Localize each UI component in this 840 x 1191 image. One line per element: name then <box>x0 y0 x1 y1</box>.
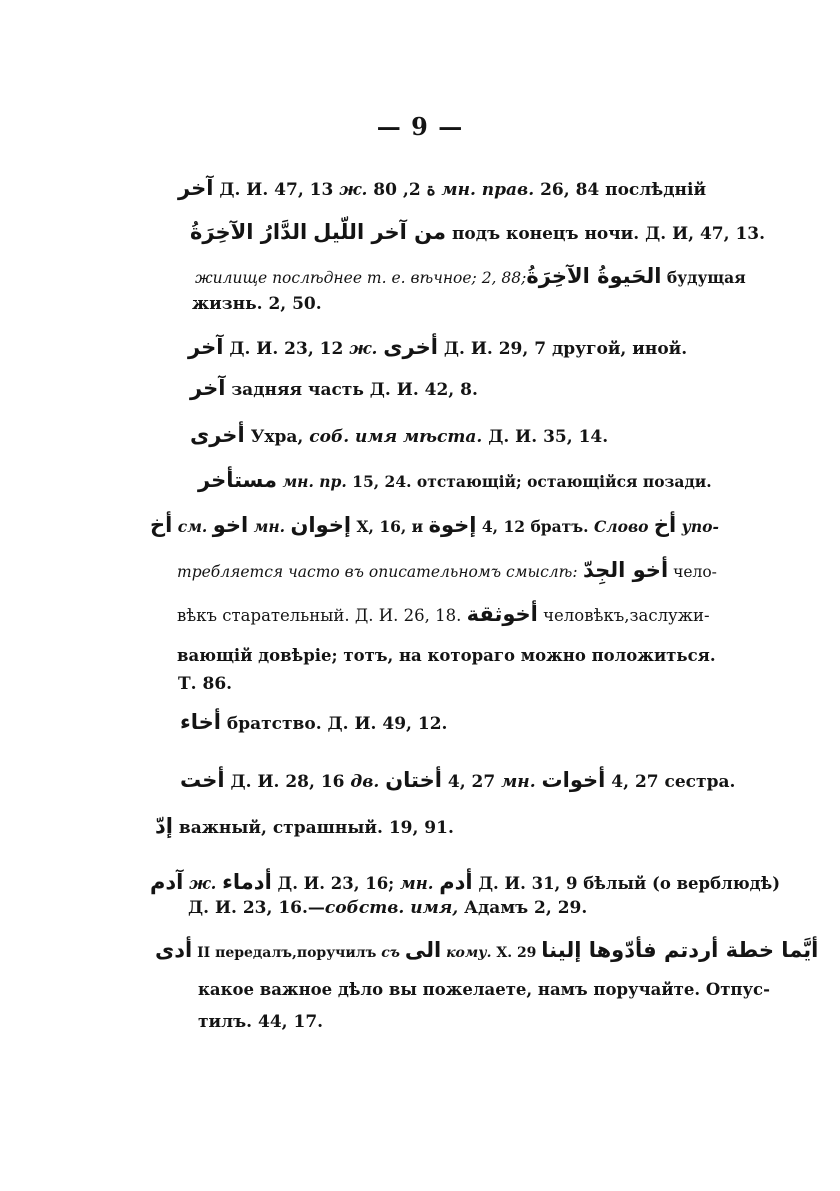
entry-line <box>178 676 232 693</box>
entry-line <box>192 296 322 313</box>
arabic-headword: أخرى <box>190 423 245 447</box>
italic-abbreviation: съ <box>381 945 400 961</box>
arabic-headword: إخوان <box>290 513 352 537</box>
entry-text: подъ конецъ ночи. Д. И, 47, 13. <box>446 224 766 244</box>
arabic-headword: الحَيوةُ الآخِرَةُ <box>526 264 662 288</box>
arabic-headword: أخاء <box>180 710 221 734</box>
italic-abbreviation: мн. <box>253 517 286 536</box>
arabic-headword: أخوات <box>541 768 606 792</box>
italic-abbreviation: собств. имя, <box>324 898 459 918</box>
entry-line <box>155 816 454 837</box>
entry-text: Т. 86. <box>178 674 233 694</box>
arabic-headword: أدى <box>155 938 193 962</box>
entry-line <box>190 222 765 243</box>
arabic-headword: أخت <box>180 768 225 792</box>
arabic-headword: أخ <box>150 513 173 537</box>
italic-abbreviation: ж. <box>349 339 378 359</box>
entry-text: Д. И. 28, 16 <box>224 772 351 792</box>
entry-text: Ухра, <box>244 427 310 447</box>
italic-abbreviation: ж. <box>339 180 368 200</box>
entry-text: важный, страшный. 19, 91. <box>172 818 454 838</box>
entry-text: тилъ. 44, 17. <box>198 1012 324 1032</box>
arabic-headword: الدَّارُ الآخِرَةُ <box>190 220 308 244</box>
arabic-headword: أخرى <box>383 335 438 359</box>
entry-line <box>178 178 706 199</box>
arabic-headword: أختان <box>385 768 442 792</box>
italic-abbreviation: упо- <box>676 517 719 536</box>
entry-text: II передалъ,поручилъ <box>192 945 382 961</box>
italic-abbreviation: требляется часто въ описательномъ смыслѣ: <box>177 563 578 581</box>
italic-abbreviation: соб. имя мѣста. <box>309 427 483 447</box>
arabic-headword: آدم <box>150 870 184 894</box>
entry-text: ة 2, 80 <box>367 180 442 200</box>
arabic-headword: إخوة <box>428 513 477 537</box>
entry-line <box>150 515 719 536</box>
arabic-headword: آخر <box>188 335 224 359</box>
entry-text: Д. И. 31, 9 бѣлый (о верблюдѣ) <box>472 874 781 893</box>
entry-line <box>198 1014 323 1031</box>
entry-line <box>198 470 712 491</box>
entry-text: 4, 12 братъ. <box>476 517 594 536</box>
italic-abbreviation: мн. прав. <box>441 180 535 200</box>
arabic-headword: أخ <box>653 513 677 537</box>
arabic-headword: آخر <box>190 376 226 400</box>
arabic-headword: أخو الجِدّ <box>582 558 669 582</box>
entry-line <box>188 337 687 358</box>
entry-text: жизнь. 2, 50. <box>192 294 322 314</box>
entry-text: вающій довѣріе; тотъ, на котораго можно положиться. <box>177 646 716 665</box>
entry-line <box>180 712 447 733</box>
entry-line <box>190 378 478 399</box>
entry-text: X, 16, и <box>351 517 429 536</box>
entry-line <box>150 872 780 893</box>
entry-text: Д. И. 35, 14. <box>482 427 609 447</box>
page-number: — 9 — <box>376 112 464 141</box>
italic-abbreviation: Слово <box>593 517 649 536</box>
entry-line <box>177 648 716 665</box>
entry-text: человѣкъ,заслужи- <box>537 606 710 625</box>
entry-text: чело- <box>668 563 717 581</box>
entry-text: 4, 27 <box>441 772 502 792</box>
entry-text: 26, 84 послѣдній <box>534 180 707 200</box>
arabic-headword: أدم <box>439 870 473 894</box>
entry-text: X. 29 <box>491 945 542 961</box>
arabic-headword: مستأخر <box>198 468 278 492</box>
entry-text: Д. И. 23, 16.— <box>188 898 325 918</box>
italic-abbreviation: жилище послѣднее т. е. вѣчное; 2, 88; <box>195 269 527 287</box>
italic-abbreviation: мн. <box>501 772 536 792</box>
entry-text: вѣкъ старательный. Д. И. 26, 18. <box>177 606 467 625</box>
arabic-headword: اخو <box>212 513 249 537</box>
arabic-headword: آخر <box>178 176 214 200</box>
entry-text: Д. И. 23, 16; <box>271 874 401 893</box>
italic-abbreviation: см. <box>177 517 208 536</box>
arabic-headword: الى <box>404 938 442 962</box>
entry-line <box>180 770 735 791</box>
entry-line <box>177 604 710 625</box>
arabic-headword: أخوثقة <box>466 602 538 626</box>
arabic-headword: من آخر اللّيل <box>313 220 447 244</box>
arabic-headword: إدّ <box>155 814 173 838</box>
italic-abbreviation: дв. <box>350 772 380 792</box>
arabic-headword: أيَّما خطة أردتم فأدّوها إلينا <box>541 938 819 962</box>
entry-text: Д. И. 47, 13 <box>213 180 340 200</box>
italic-abbreviation: кому. <box>446 945 492 961</box>
entry-text: Д. И. 29, 7 другой, иной. <box>437 339 688 359</box>
entry-text: задняя часть Д. И. 42, 8. <box>225 380 478 400</box>
entry-line <box>190 425 608 446</box>
entry-text: Д. И. 23, 12 <box>223 339 350 359</box>
italic-abbreviation: ж. <box>189 874 217 893</box>
italic-abbreviation: мн. <box>400 874 434 893</box>
entry-text: братство. Д. И. 49, 12. <box>220 714 448 734</box>
entry-line <box>195 266 746 287</box>
entry-text: 15, 24. отстающій; остающійся позади. <box>346 472 712 491</box>
entry-text: какое важное дѣло вы пожелаете, намъ поручайте. Отпус- <box>198 980 770 999</box>
entry-line <box>155 940 818 961</box>
entry-text: Адамъ 2, 29. <box>458 898 588 918</box>
entry-line <box>177 560 717 581</box>
entry-text: 4, 27 сестра. <box>605 772 736 792</box>
italic-abbreviation: мн. пр. <box>282 472 347 491</box>
entry-line <box>198 982 770 999</box>
arabic-headword: أدماء <box>222 870 272 894</box>
entry-text: будущая <box>661 268 746 287</box>
entry-line <box>188 900 587 917</box>
